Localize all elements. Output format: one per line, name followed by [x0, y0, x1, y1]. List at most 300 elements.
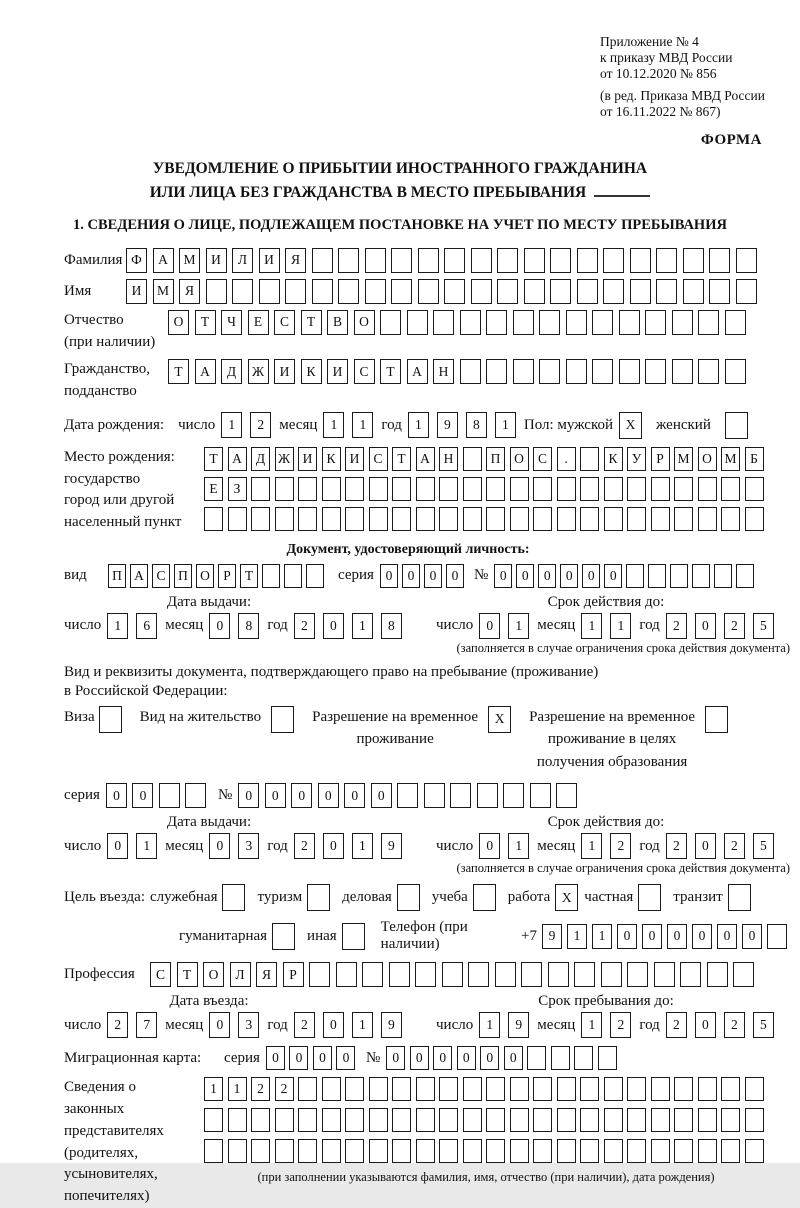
- purpose-other-checkbox[interactable]: [342, 923, 365, 950]
- form-cell[interactable]: [524, 279, 545, 304]
- form-cell[interactable]: Е: [204, 477, 223, 501]
- form-cell[interactable]: [510, 1108, 529, 1132]
- form-cell[interactable]: [185, 783, 206, 808]
- form-cell[interactable]: 6: [136, 613, 157, 639]
- form-cell[interactable]: [510, 507, 529, 531]
- form-cell[interactable]: [439, 1139, 458, 1163]
- form-cell[interactable]: [674, 1077, 693, 1101]
- form-cell[interactable]: [674, 1108, 693, 1132]
- form-cell[interactable]: [433, 310, 454, 335]
- form-cell[interactable]: Ф: [126, 248, 147, 273]
- form-cell[interactable]: [159, 783, 180, 808]
- form-cell[interactable]: 0: [692, 924, 712, 949]
- form-cell[interactable]: [698, 1108, 717, 1132]
- form-cell[interactable]: [651, 1108, 670, 1132]
- form-cell[interactable]: [460, 310, 481, 335]
- form-cell[interactable]: [392, 1108, 411, 1132]
- form-cell[interactable]: [298, 507, 317, 531]
- form-cell[interactable]: 2: [724, 833, 745, 859]
- form-cell[interactable]: Р: [651, 447, 670, 471]
- form-cell[interactable]: 1: [592, 924, 612, 949]
- form-cell[interactable]: И: [259, 248, 280, 273]
- form-cell[interactable]: [312, 248, 333, 273]
- form-cell[interactable]: [630, 248, 651, 273]
- form-cell[interactable]: 0: [313, 1046, 332, 1070]
- form-cell[interactable]: [271, 706, 294, 733]
- form-cell[interactable]: [251, 507, 270, 531]
- form-cell[interactable]: [463, 477, 482, 501]
- form-cell[interactable]: О: [510, 447, 529, 471]
- form-cell[interactable]: 9: [508, 1012, 529, 1038]
- form-cell[interactable]: [551, 1046, 570, 1070]
- form-cell[interactable]: О: [196, 564, 214, 588]
- sex-male-checkbox[interactable]: [619, 412, 642, 439]
- form-cell[interactable]: [473, 884, 496, 911]
- form-cell[interactable]: [577, 248, 598, 273]
- form-cell[interactable]: [204, 507, 223, 531]
- form-cell[interactable]: С: [152, 564, 170, 588]
- form-cell[interactable]: 2: [294, 613, 315, 639]
- form-cell[interactable]: [486, 1077, 505, 1101]
- form-cell[interactable]: 9: [542, 924, 562, 949]
- form-cell[interactable]: 0: [344, 783, 365, 808]
- form-cell[interactable]: [745, 1139, 764, 1163]
- form-cell[interactable]: Н: [439, 447, 458, 471]
- form-cell[interactable]: [486, 359, 507, 384]
- form-cell[interactable]: Я: [179, 279, 200, 304]
- form-cell[interactable]: 0: [291, 783, 312, 808]
- form-cell[interactable]: 0: [318, 783, 339, 808]
- form-cell[interactable]: [495, 962, 516, 987]
- form-cell[interactable]: [251, 477, 270, 501]
- form-cell[interactable]: X: [488, 706, 511, 733]
- form-cell[interactable]: [380, 310, 401, 335]
- form-cell[interactable]: [651, 1139, 670, 1163]
- form-cell[interactable]: Ж: [248, 359, 269, 384]
- form-cell[interactable]: [298, 1139, 317, 1163]
- form-cell[interactable]: 0: [380, 564, 398, 588]
- purpose-business-checkbox[interactable]: [397, 884, 420, 911]
- form-cell[interactable]: [580, 1139, 599, 1163]
- form-cell[interactable]: 8: [238, 613, 259, 639]
- form-cell[interactable]: 2: [610, 833, 631, 859]
- form-cell[interactable]: [638, 884, 661, 911]
- form-cell[interactable]: [721, 1139, 740, 1163]
- form-cell[interactable]: [533, 1077, 552, 1101]
- form-cell[interactable]: 2: [666, 833, 687, 859]
- form-cell[interactable]: Л: [230, 962, 251, 987]
- form-cell[interactable]: [603, 248, 624, 273]
- form-cell[interactable]: [424, 783, 445, 808]
- form-cell[interactable]: [392, 1139, 411, 1163]
- form-cell[interactable]: 1: [136, 833, 157, 859]
- form-cell[interactable]: А: [195, 359, 216, 384]
- form-cell[interactable]: 0: [132, 783, 153, 808]
- form-cell[interactable]: 0: [289, 1046, 308, 1070]
- form-cell[interactable]: Т: [301, 310, 322, 335]
- form-cell[interactable]: 1: [581, 833, 602, 859]
- form-cell[interactable]: [397, 884, 420, 911]
- form-cell[interactable]: [725, 359, 746, 384]
- form-cell[interactable]: [222, 884, 245, 911]
- form-cell[interactable]: [604, 1077, 623, 1101]
- form-cell[interactable]: [698, 1139, 717, 1163]
- form-cell[interactable]: [369, 1108, 388, 1132]
- form-cell[interactable]: Б: [745, 447, 764, 471]
- form-cell[interactable]: [698, 359, 719, 384]
- form-cell[interactable]: 0: [266, 1046, 285, 1070]
- form-cell[interactable]: [418, 279, 439, 304]
- form-cell[interactable]: [228, 507, 247, 531]
- form-cell[interactable]: [275, 1108, 294, 1132]
- form-cell[interactable]: [721, 507, 740, 531]
- form-cell[interactable]: 2: [666, 1012, 687, 1038]
- form-cell[interactable]: О: [354, 310, 375, 335]
- form-cell[interactable]: 8: [381, 613, 402, 639]
- form-cell[interactable]: [322, 477, 341, 501]
- form-cell[interactable]: [312, 279, 333, 304]
- form-cell[interactable]: 1: [107, 613, 128, 639]
- form-cell[interactable]: 0: [323, 1012, 344, 1038]
- form-cell[interactable]: 1: [408, 412, 429, 438]
- form-cell[interactable]: [533, 1139, 552, 1163]
- form-cell[interactable]: [672, 310, 693, 335]
- form-cell[interactable]: [416, 1108, 435, 1132]
- rvp-education-checkbox[interactable]: [705, 706, 728, 733]
- form-cell[interactable]: С: [150, 962, 171, 987]
- form-cell[interactable]: [680, 962, 701, 987]
- form-cell[interactable]: [651, 477, 670, 501]
- form-cell[interactable]: 0: [336, 1046, 355, 1070]
- form-cell[interactable]: 2: [251, 1077, 270, 1101]
- form-cell[interactable]: [298, 477, 317, 501]
- form-cell[interactable]: 0: [516, 564, 534, 588]
- form-cell[interactable]: [391, 279, 412, 304]
- form-cell[interactable]: 0: [604, 564, 622, 588]
- form-cell[interactable]: Т: [392, 447, 411, 471]
- form-cell[interactable]: [736, 564, 754, 588]
- form-cell[interactable]: [550, 248, 571, 273]
- form-cell[interactable]: [510, 477, 529, 501]
- form-cell[interactable]: [557, 1139, 576, 1163]
- form-cell[interactable]: [345, 507, 364, 531]
- form-cell[interactable]: 8: [466, 412, 487, 438]
- form-cell[interactable]: [497, 279, 518, 304]
- form-cell[interactable]: [698, 310, 719, 335]
- form-cell[interactable]: Т: [204, 447, 223, 471]
- form-cell[interactable]: 0: [695, 613, 716, 639]
- form-cell[interactable]: [674, 507, 693, 531]
- purpose-transit-checkbox[interactable]: [728, 884, 751, 911]
- form-cell[interactable]: П: [486, 447, 505, 471]
- form-cell[interactable]: [550, 279, 571, 304]
- form-cell[interactable]: 1: [581, 613, 602, 639]
- form-cell[interactable]: [736, 248, 757, 273]
- form-cell[interactable]: [486, 507, 505, 531]
- form-cell[interactable]: [656, 248, 677, 273]
- form-cell[interactable]: [656, 279, 677, 304]
- form-cell[interactable]: 1: [352, 412, 373, 438]
- form-cell[interactable]: X: [619, 412, 642, 439]
- form-cell[interactable]: Н: [433, 359, 454, 384]
- form-cell[interactable]: 0: [446, 564, 464, 588]
- form-cell[interactable]: [557, 1077, 576, 1101]
- form-cell[interactable]: [486, 1139, 505, 1163]
- form-cell[interactable]: 9: [381, 1012, 402, 1038]
- form-cell[interactable]: Е: [248, 310, 269, 335]
- form-cell[interactable]: [566, 310, 587, 335]
- form-cell[interactable]: [392, 507, 411, 531]
- form-cell[interactable]: [709, 279, 730, 304]
- form-cell[interactable]: 2: [294, 1012, 315, 1038]
- form-cell[interactable]: 2: [275, 1077, 294, 1101]
- form-cell[interactable]: [415, 962, 436, 987]
- form-cell[interactable]: [530, 783, 551, 808]
- purpose-private-checkbox[interactable]: [638, 884, 661, 911]
- form-cell[interactable]: 1: [352, 1012, 373, 1038]
- form-cell[interactable]: [698, 507, 717, 531]
- form-cell[interactable]: Т: [177, 962, 198, 987]
- form-cell[interactable]: [228, 1139, 247, 1163]
- form-cell[interactable]: И: [274, 359, 295, 384]
- form-cell[interactable]: [477, 783, 498, 808]
- form-cell[interactable]: Т: [380, 359, 401, 384]
- form-cell[interactable]: [309, 962, 330, 987]
- form-cell[interactable]: [574, 1046, 593, 1070]
- form-cell[interactable]: 0: [265, 783, 286, 808]
- form-cell[interactable]: Я: [256, 962, 277, 987]
- form-cell[interactable]: [439, 1108, 458, 1132]
- form-cell[interactable]: [645, 310, 666, 335]
- form-cell[interactable]: 2: [250, 412, 271, 438]
- form-cell[interactable]: [204, 1108, 223, 1132]
- form-cell[interactable]: [672, 359, 693, 384]
- form-cell[interactable]: [345, 1077, 364, 1101]
- form-cell[interactable]: О: [698, 447, 717, 471]
- form-cell[interactable]: М: [179, 248, 200, 273]
- form-cell[interactable]: [627, 507, 646, 531]
- form-cell[interactable]: Ч: [221, 310, 242, 335]
- form-cell[interactable]: М: [153, 279, 174, 304]
- form-cell[interactable]: [416, 1139, 435, 1163]
- form-cell[interactable]: [548, 962, 569, 987]
- form-cell[interactable]: Д: [221, 359, 242, 384]
- form-cell[interactable]: [627, 477, 646, 501]
- form-cell[interactable]: [539, 359, 560, 384]
- form-cell[interactable]: К: [604, 447, 623, 471]
- visa-checkbox[interactable]: [99, 706, 122, 733]
- form-cell[interactable]: М: [721, 447, 740, 471]
- purpose-study-checkbox[interactable]: [473, 884, 496, 911]
- form-cell[interactable]: [99, 706, 122, 733]
- form-cell[interactable]: 1: [479, 1012, 500, 1038]
- form-cell[interactable]: [674, 477, 693, 501]
- form-cell[interactable]: [284, 564, 302, 588]
- form-cell[interactable]: 1: [204, 1077, 223, 1101]
- form-cell[interactable]: [439, 507, 458, 531]
- form-cell[interactable]: 1: [228, 1077, 247, 1101]
- form-cell[interactable]: [486, 310, 507, 335]
- form-cell[interactable]: [557, 477, 576, 501]
- form-cell[interactable]: [439, 477, 458, 501]
- form-cell[interactable]: [645, 359, 666, 384]
- form-cell[interactable]: [416, 1077, 435, 1101]
- form-cell[interactable]: [745, 1077, 764, 1101]
- form-cell[interactable]: Д: [251, 447, 270, 471]
- form-cell[interactable]: [275, 1139, 294, 1163]
- form-cell[interactable]: [651, 1077, 670, 1101]
- form-cell[interactable]: [510, 1077, 529, 1101]
- form-cell[interactable]: [338, 279, 359, 304]
- form-cell[interactable]: 1: [581, 1012, 602, 1038]
- form-cell[interactable]: [439, 1077, 458, 1101]
- form-cell[interactable]: Р: [218, 564, 236, 588]
- form-cell[interactable]: [725, 412, 748, 439]
- form-cell[interactable]: [418, 248, 439, 273]
- form-cell[interactable]: 1: [221, 412, 242, 438]
- form-cell[interactable]: [619, 359, 640, 384]
- form-cell[interactable]: 0: [695, 833, 716, 859]
- form-cell[interactable]: [728, 884, 751, 911]
- purpose-tourism-checkbox[interactable]: [307, 884, 330, 911]
- form-cell[interactable]: У: [627, 447, 646, 471]
- form-cell[interactable]: И: [298, 447, 317, 471]
- form-cell[interactable]: [533, 477, 552, 501]
- form-cell[interactable]: [251, 1139, 270, 1163]
- form-cell[interactable]: [444, 279, 465, 304]
- form-cell[interactable]: [603, 279, 624, 304]
- form-cell[interactable]: [619, 310, 640, 335]
- form-cell[interactable]: [463, 447, 482, 471]
- form-cell[interactable]: 2: [610, 1012, 631, 1038]
- form-cell[interactable]: [345, 477, 364, 501]
- form-cell[interactable]: [707, 962, 728, 987]
- form-cell[interactable]: А: [130, 564, 148, 588]
- form-cell[interactable]: 0: [479, 613, 500, 639]
- form-cell[interactable]: [604, 507, 623, 531]
- form-cell[interactable]: [298, 1108, 317, 1132]
- form-cell[interactable]: [442, 962, 463, 987]
- form-cell[interactable]: А: [416, 447, 435, 471]
- form-cell[interactable]: [345, 1108, 364, 1132]
- form-cell[interactable]: 0: [209, 613, 230, 639]
- form-cell[interactable]: [369, 1139, 388, 1163]
- form-cell[interactable]: [322, 507, 341, 531]
- sex-female-checkbox[interactable]: [725, 412, 748, 439]
- form-cell[interactable]: [580, 1108, 599, 1132]
- form-cell[interactable]: [721, 1108, 740, 1132]
- form-cell[interactable]: [391, 248, 412, 273]
- form-cell[interactable]: [369, 477, 388, 501]
- form-cell[interactable]: 0: [538, 564, 556, 588]
- form-cell[interactable]: 9: [381, 833, 402, 859]
- purpose-humanitarian-checkbox[interactable]: [272, 923, 295, 950]
- form-cell[interactable]: [527, 1046, 546, 1070]
- form-cell[interactable]: [627, 1077, 646, 1101]
- form-cell[interactable]: 1: [352, 613, 373, 639]
- form-cell[interactable]: [725, 310, 746, 335]
- form-cell[interactable]: 2: [294, 833, 315, 859]
- form-cell[interactable]: 0: [433, 1046, 452, 1070]
- form-cell[interactable]: [557, 507, 576, 531]
- form-cell[interactable]: 1: [495, 412, 516, 438]
- form-cell[interactable]: [407, 310, 428, 335]
- form-cell[interactable]: М: [674, 447, 693, 471]
- form-cell[interactable]: В: [327, 310, 348, 335]
- form-cell[interactable]: [503, 783, 524, 808]
- form-cell[interactable]: Я: [285, 248, 306, 273]
- form-cell[interactable]: [322, 1108, 341, 1132]
- form-cell[interactable]: И: [126, 279, 147, 304]
- form-cell[interactable]: [521, 962, 542, 987]
- form-cell[interactable]: X: [555, 884, 578, 911]
- form-cell[interactable]: [592, 359, 613, 384]
- form-cell[interactable]: [698, 477, 717, 501]
- form-cell[interactable]: [460, 359, 481, 384]
- form-cell[interactable]: [557, 1108, 576, 1132]
- form-cell[interactable]: [369, 1077, 388, 1101]
- form-cell[interactable]: [389, 962, 410, 987]
- form-cell[interactable]: [604, 1139, 623, 1163]
- form-cell[interactable]: [651, 507, 670, 531]
- form-cell[interactable]: [497, 248, 518, 273]
- form-cell[interactable]: [365, 248, 386, 273]
- form-cell[interactable]: [463, 1077, 482, 1101]
- form-cell[interactable]: [336, 962, 357, 987]
- rvp-checkbox[interactable]: [488, 706, 511, 733]
- form-cell[interactable]: 0: [494, 564, 512, 588]
- form-cell[interactable]: [627, 1108, 646, 1132]
- form-cell[interactable]: 0: [560, 564, 578, 588]
- form-cell[interactable]: 0: [106, 783, 127, 808]
- form-cell[interactable]: 5: [753, 833, 774, 859]
- form-cell[interactable]: 0: [582, 564, 600, 588]
- form-cell[interactable]: [232, 279, 253, 304]
- form-cell[interactable]: Т: [195, 310, 216, 335]
- form-cell[interactable]: [285, 279, 306, 304]
- form-cell[interactable]: [556, 783, 577, 808]
- form-cell[interactable]: 0: [457, 1046, 476, 1070]
- purpose-work-checkbox[interactable]: [555, 884, 578, 911]
- form-cell[interactable]: [580, 507, 599, 531]
- form-cell[interactable]: [362, 962, 383, 987]
- form-cell[interactable]: 0: [480, 1046, 499, 1070]
- form-cell[interactable]: 1: [567, 924, 587, 949]
- form-cell[interactable]: [692, 564, 710, 588]
- form-cell[interactable]: [566, 359, 587, 384]
- form-cell[interactable]: [206, 279, 227, 304]
- form-cell[interactable]: 1: [610, 613, 631, 639]
- form-cell[interactable]: С: [354, 359, 375, 384]
- form-cell[interactable]: [745, 477, 764, 501]
- form-cell[interactable]: [450, 783, 471, 808]
- form-cell[interactable]: [275, 507, 294, 531]
- form-cell[interactable]: 0: [402, 564, 420, 588]
- form-cell[interactable]: О: [168, 310, 189, 335]
- form-cell[interactable]: [683, 248, 704, 273]
- form-cell[interactable]: 1: [352, 833, 373, 859]
- form-cell[interactable]: [654, 962, 675, 987]
- form-cell[interactable]: И: [206, 248, 227, 273]
- form-cell[interactable]: [392, 1077, 411, 1101]
- form-cell[interactable]: 5: [753, 613, 774, 639]
- form-cell[interactable]: [275, 477, 294, 501]
- form-cell[interactable]: 0: [424, 564, 442, 588]
- form-cell[interactable]: [577, 279, 598, 304]
- form-cell[interactable]: [674, 1139, 693, 1163]
- form-cell[interactable]: [604, 1108, 623, 1132]
- form-cell[interactable]: [369, 507, 388, 531]
